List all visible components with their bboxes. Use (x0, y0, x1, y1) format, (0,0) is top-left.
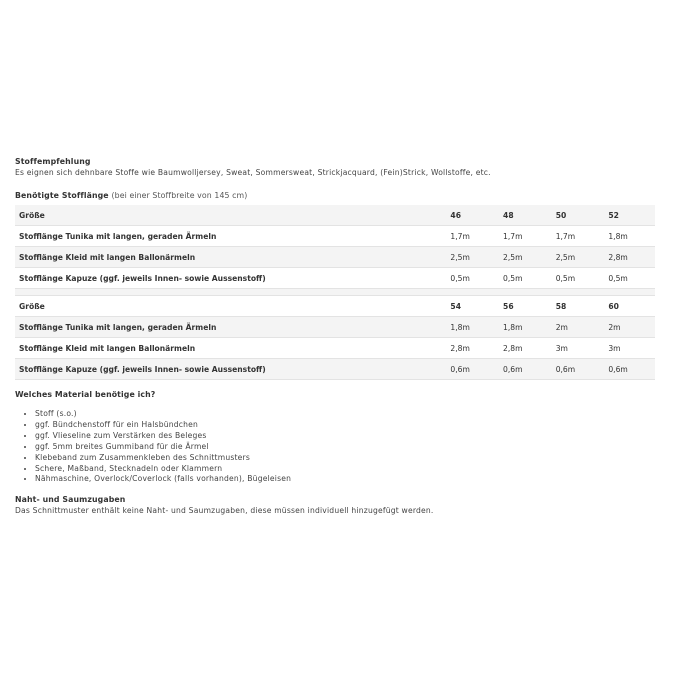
material-list (15, 409, 655, 485)
fabric-recommendation-text: Es eignen sich dehnbare Stoffe wie Baumwolljersey, Sweat, Sommersweat, Strickjacquard, (Fein)Strick, Wollstoffe, etc. (15, 168, 491, 177)
table-row (15, 247, 655, 268)
fabric-length-table (15, 205, 655, 380)
length-value: 0,6m (550, 359, 603, 380)
size-header: 56 (497, 296, 550, 317)
table-header-row (15, 205, 655, 226)
length-value: 0,5m (497, 268, 550, 289)
size-header-label: Größe (15, 205, 444, 226)
length-value: 0,5m (550, 268, 603, 289)
list-item: • Nähmaschine, Overlock/Coverlock (falls vorhanden), Bügeleisen (35, 474, 655, 485)
table-row (15, 359, 655, 380)
table-row (15, 226, 655, 247)
length-value: 2,8m (602, 247, 655, 268)
table-row (15, 317, 655, 338)
length-value: 2,5m (550, 247, 603, 268)
length-value: 2m (602, 317, 655, 338)
length-value: 1,8m (602, 226, 655, 247)
row-label: Stofflänge Tunika mit langen, geraden Ärmeln (15, 226, 444, 247)
length-value: 3m (550, 338, 603, 359)
length-value: 0,5m (602, 268, 655, 289)
length-value: 1,7m (497, 226, 550, 247)
size-header: 60 (602, 296, 655, 317)
row-label: Stofflänge Kapuze (ggf. jeweils Innen- sowie Aussenstoff) (15, 268, 444, 289)
fabric-length-heading (15, 190, 655, 201)
size-header: 46 (444, 205, 497, 226)
length-value: 0,6m (602, 359, 655, 380)
list-item: • ggf. 5mm breites Gummiband für die Ärmel (35, 442, 655, 453)
length-value: 2,5m (497, 247, 550, 268)
size-header: 48 (497, 205, 550, 226)
seam-allowance-text: Das Schnittmuster enthält keine Naht- und Saumzugaben, diese müssen individuell hinzugefügt werden. (15, 506, 434, 516)
row-label: Stofflänge Kleid mit langen Ballonärmeln (15, 247, 444, 268)
size-header: 50 (550, 205, 603, 226)
list-item: • Klebeband zum Zusammenkleben des Schnittmusters (35, 453, 655, 464)
table-header-row (15, 296, 655, 317)
fabric-recommendation-heading: Stoffempfehlung (15, 157, 91, 166)
list-item: • Stoff (s.o.) (35, 409, 655, 420)
list-item: • ggf. Bündchenstoff für ein Halsbündchen (35, 420, 655, 431)
row-label: Stofflänge Kleid mit langen Ballonärmeln (15, 338, 444, 359)
size-header: 58 (550, 296, 603, 317)
table-row (15, 268, 655, 289)
size-header: 52 (602, 205, 655, 226)
list-item: • ggf. Vlieseline zum Verstärken des Beleges (35, 431, 655, 442)
table-row (15, 338, 655, 359)
spacer-cell (15, 289, 655, 296)
length-value: 2,8m (444, 338, 497, 359)
length-value: 0,6m (497, 359, 550, 380)
row-label: Stofflänge Kapuze (ggf. jeweils Innen- sowie Aussenstoff) (15, 359, 444, 380)
fabric-width-note: (bei einer Stoffbreite von 145 cm) (111, 191, 248, 200)
length-value: 1,8m (497, 317, 550, 338)
fabric-length-title: Benötigte Stofflänge (15, 191, 109, 200)
length-value: 1,8m (444, 317, 497, 338)
table-spacer-row (15, 289, 655, 296)
product-description (15, 156, 655, 517)
length-value: 2,8m (497, 338, 550, 359)
length-value: 2,5m (444, 247, 497, 268)
list-item: • Schere, Maßband, Stecknadeln oder Klammern (35, 464, 655, 475)
length-value: 1,7m (444, 226, 497, 247)
seam-allowance-heading: Naht- und Saumzugaben (15, 495, 126, 505)
length-value: 1,7m (550, 226, 603, 247)
row-label: Stofflänge Tunika mit langen, geraden Ärmeln (15, 317, 444, 338)
length-value: 3m (602, 338, 655, 359)
length-value: 0,5m (444, 268, 497, 289)
size-header: 54 (444, 296, 497, 317)
length-value: 2m (550, 317, 603, 338)
size-header-label: Größe (15, 296, 444, 317)
length-value: 0,6m (444, 359, 497, 380)
material-heading: Welches Material benötige ich? (15, 390, 156, 399)
